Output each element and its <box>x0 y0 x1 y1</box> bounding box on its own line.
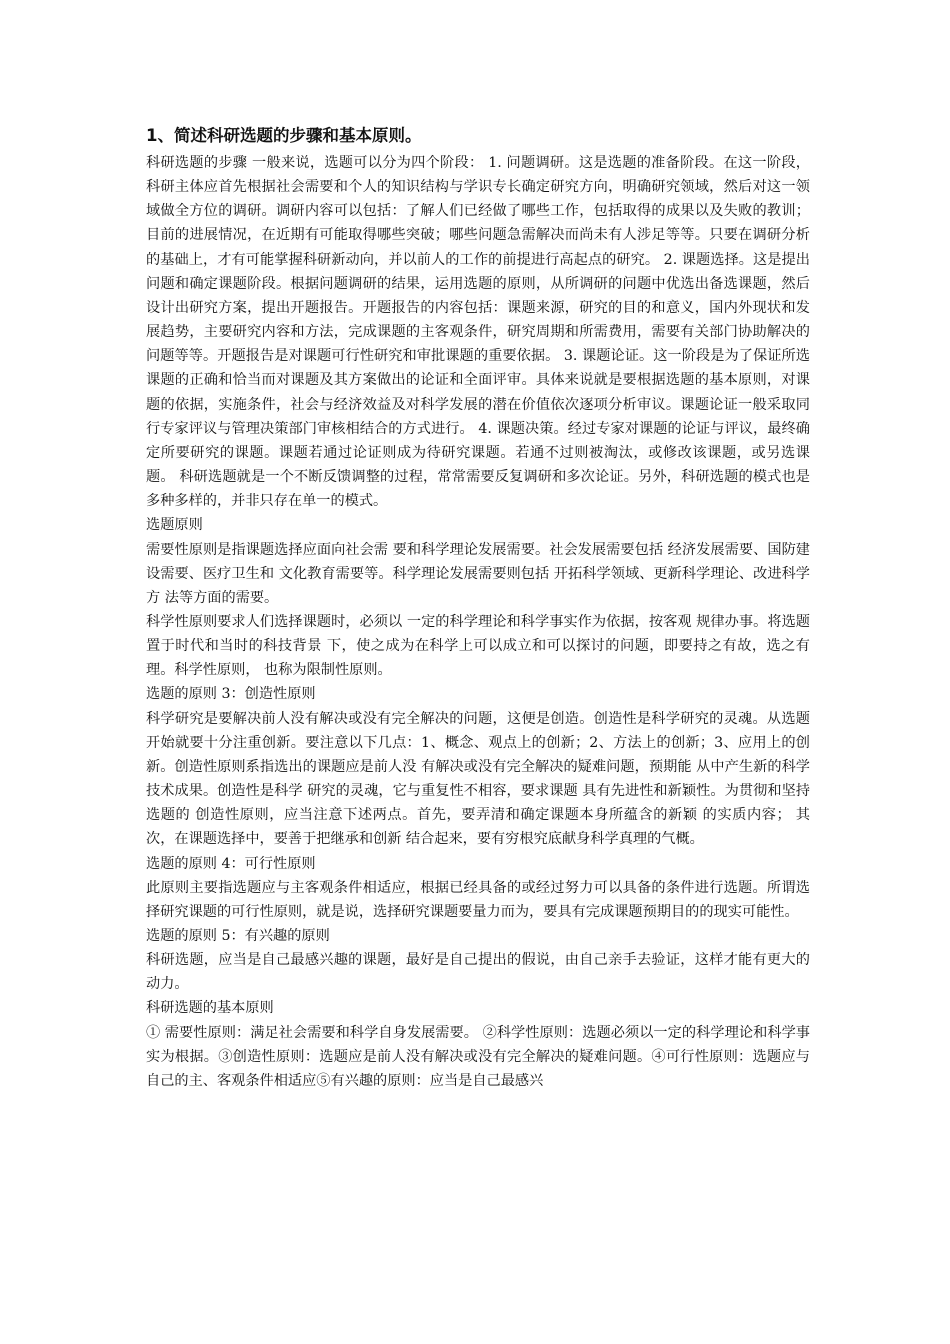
document-page <box>146 122 810 1093</box>
section-heading: 科研选题的基本原则 <box>146 1000 274 1017</box>
paragraph: 需要性原则是指课题选择应面向社会需 要和科学理论发展需要。社会发展需要包括 经济发展需要、国防建设需要、医疗卫生和 文化教育需要等。科学理论发展需要则包括 开拓科学领域、更新科学理论、改进科学方 法等方面的需要。 <box>146 541 810 606</box>
paragraph: 科学性原则要求人们选择课题时，必须以 一定的科学理论和科学事实作为依据，按客观 规律办事。将选题置于时代和当时的科技背景 下，使之成为在科学上可以成立和可以探讨的问题，即要持之有故，选之有理。科学性原则， 也称为限制性原则。 <box>146 613 810 679</box>
paragraph: 科研选题的步骤 一般来说，选题可以分为四个阶段： 1. 问题调研。这是选题的准备阶段。在这一阶段，科研主体应首先根据社会需要和个人的知识结构与学识专长确定研究方向，明确研究领域，然后对这一领域做全方位的调研。调研内容可以包括：了解人们已经做了哪些工作，包括取得的成果以及失败的教训；目前的进展情况，在近期有可能取得哪些突破；哪些问题急需解决而尚未有人涉足等等。只要在调研分析的基础上，才有可能掌握科研新动向，并以前人的工作的前提进行高起点的研究。 2. 课题选择。这是提出问题和确定课题阶段。根据问题调研的结果，运用选题的原则，从所调研的问题中优选出备选课题，然后设计出研究方案，提出开题报告。开题报告的内容包括：课题来源，研究的目的和意义，国内外现状和发展趋势，主要研究内容和方法，完成课题的主客观条件，研究周期和所需费用，需要有关部门协助解决的问题等等。开题报告是对课题可行性研究和审批课题的重要依据。 3. 课题论证。这一阶段是为了保证所选课题的正确和恰当而对课题及其方案做出的论证和全面评审。具体来说就是要根据选题的基本原则，对课题的依据，实施条件，社会与经济效益及对科学发展的潜在价值依次逐项分析审议。课题论证一般采取同行专家评议与管理决策部门审核相结合的方式进行。 4. 课题决策。经过专家对课题的论证与评议，最终确定所要研究的课题。课题若通过论证则成为待研究课题。若通不过则被淘汰，或修改该课题，或另选课题。 科研选题就是一个不断反馈调整的过程，常常需要反复调研和多次论证。另外，科研选题的模式也是多种多样的，并非只存在单一的模式。 <box>146 155 810 510</box>
paragraph: 科研选题，应当是自己最感兴趣的课题，最好是自己提出的假说，由自己亲手去验证，这样才能有更大的动力。 <box>146 952 810 993</box>
section-heading: 选题原则 <box>146 517 203 534</box>
section-heading: 选题的原则 4：可行性原则 <box>146 855 316 872</box>
paragraph: 科学研究是要解决前人没有解决或没有完全解决的问题，这便是创造。创造性是科学研究的灵魂。从选题开始就要十分注重创新。要注意以下几点：1、概念、观点上的创新；2、方法上的创新；3、应用上的创新。创造性原则系指选出的课题应是前人没 有解决或没有完全解决的疑难问题，预期能 从中产生新的科学技术成果。创造性是科学 研究的灵魂，它与重复性不相容，要求课题 具有先进性和新颖性。为贯彻和坚持选题的 创造性原则，应当注意下述两点。首先，要弄清和确定课题本身所蕴含的新颖 的实质内容； 其次，在课题选择中，要善于把继承和创新 结合起来，要有穷根究底献身科学真理的气概。 <box>146 710 810 848</box>
paragraph: ① 需要性原则：满足社会需要和科学自身发展需要。 ②科学性原则：选题必须以一定的科学理论和科学事 实为根据。③创造性原则：选题应是前人没有解决或没有完全解决的疑难问题。④可行性原则：选题应与自己的主、客观条件相适应⑤有兴趣的原则：应当是自己最感兴 <box>146 1024 810 1089</box>
section-heading: 选题的原则 3：创造性原则 <box>146 686 316 703</box>
document-body <box>146 151 810 1093</box>
section-heading: 选题的原则 5：有兴趣的原则 <box>146 928 330 944</box>
paragraph: 此原则主要指选题应与主客观条件相适应，根据已经具备的或经过努力可以具备的条件进行选题。所谓选择研究课题的可行性原则，就是说，选择研究课题要量力而为，要具有完成课题预期目的的现实可能性。 <box>146 879 810 920</box>
document-title: 1、简述科研选题的步骤和基本原则。 <box>146 126 422 145</box>
